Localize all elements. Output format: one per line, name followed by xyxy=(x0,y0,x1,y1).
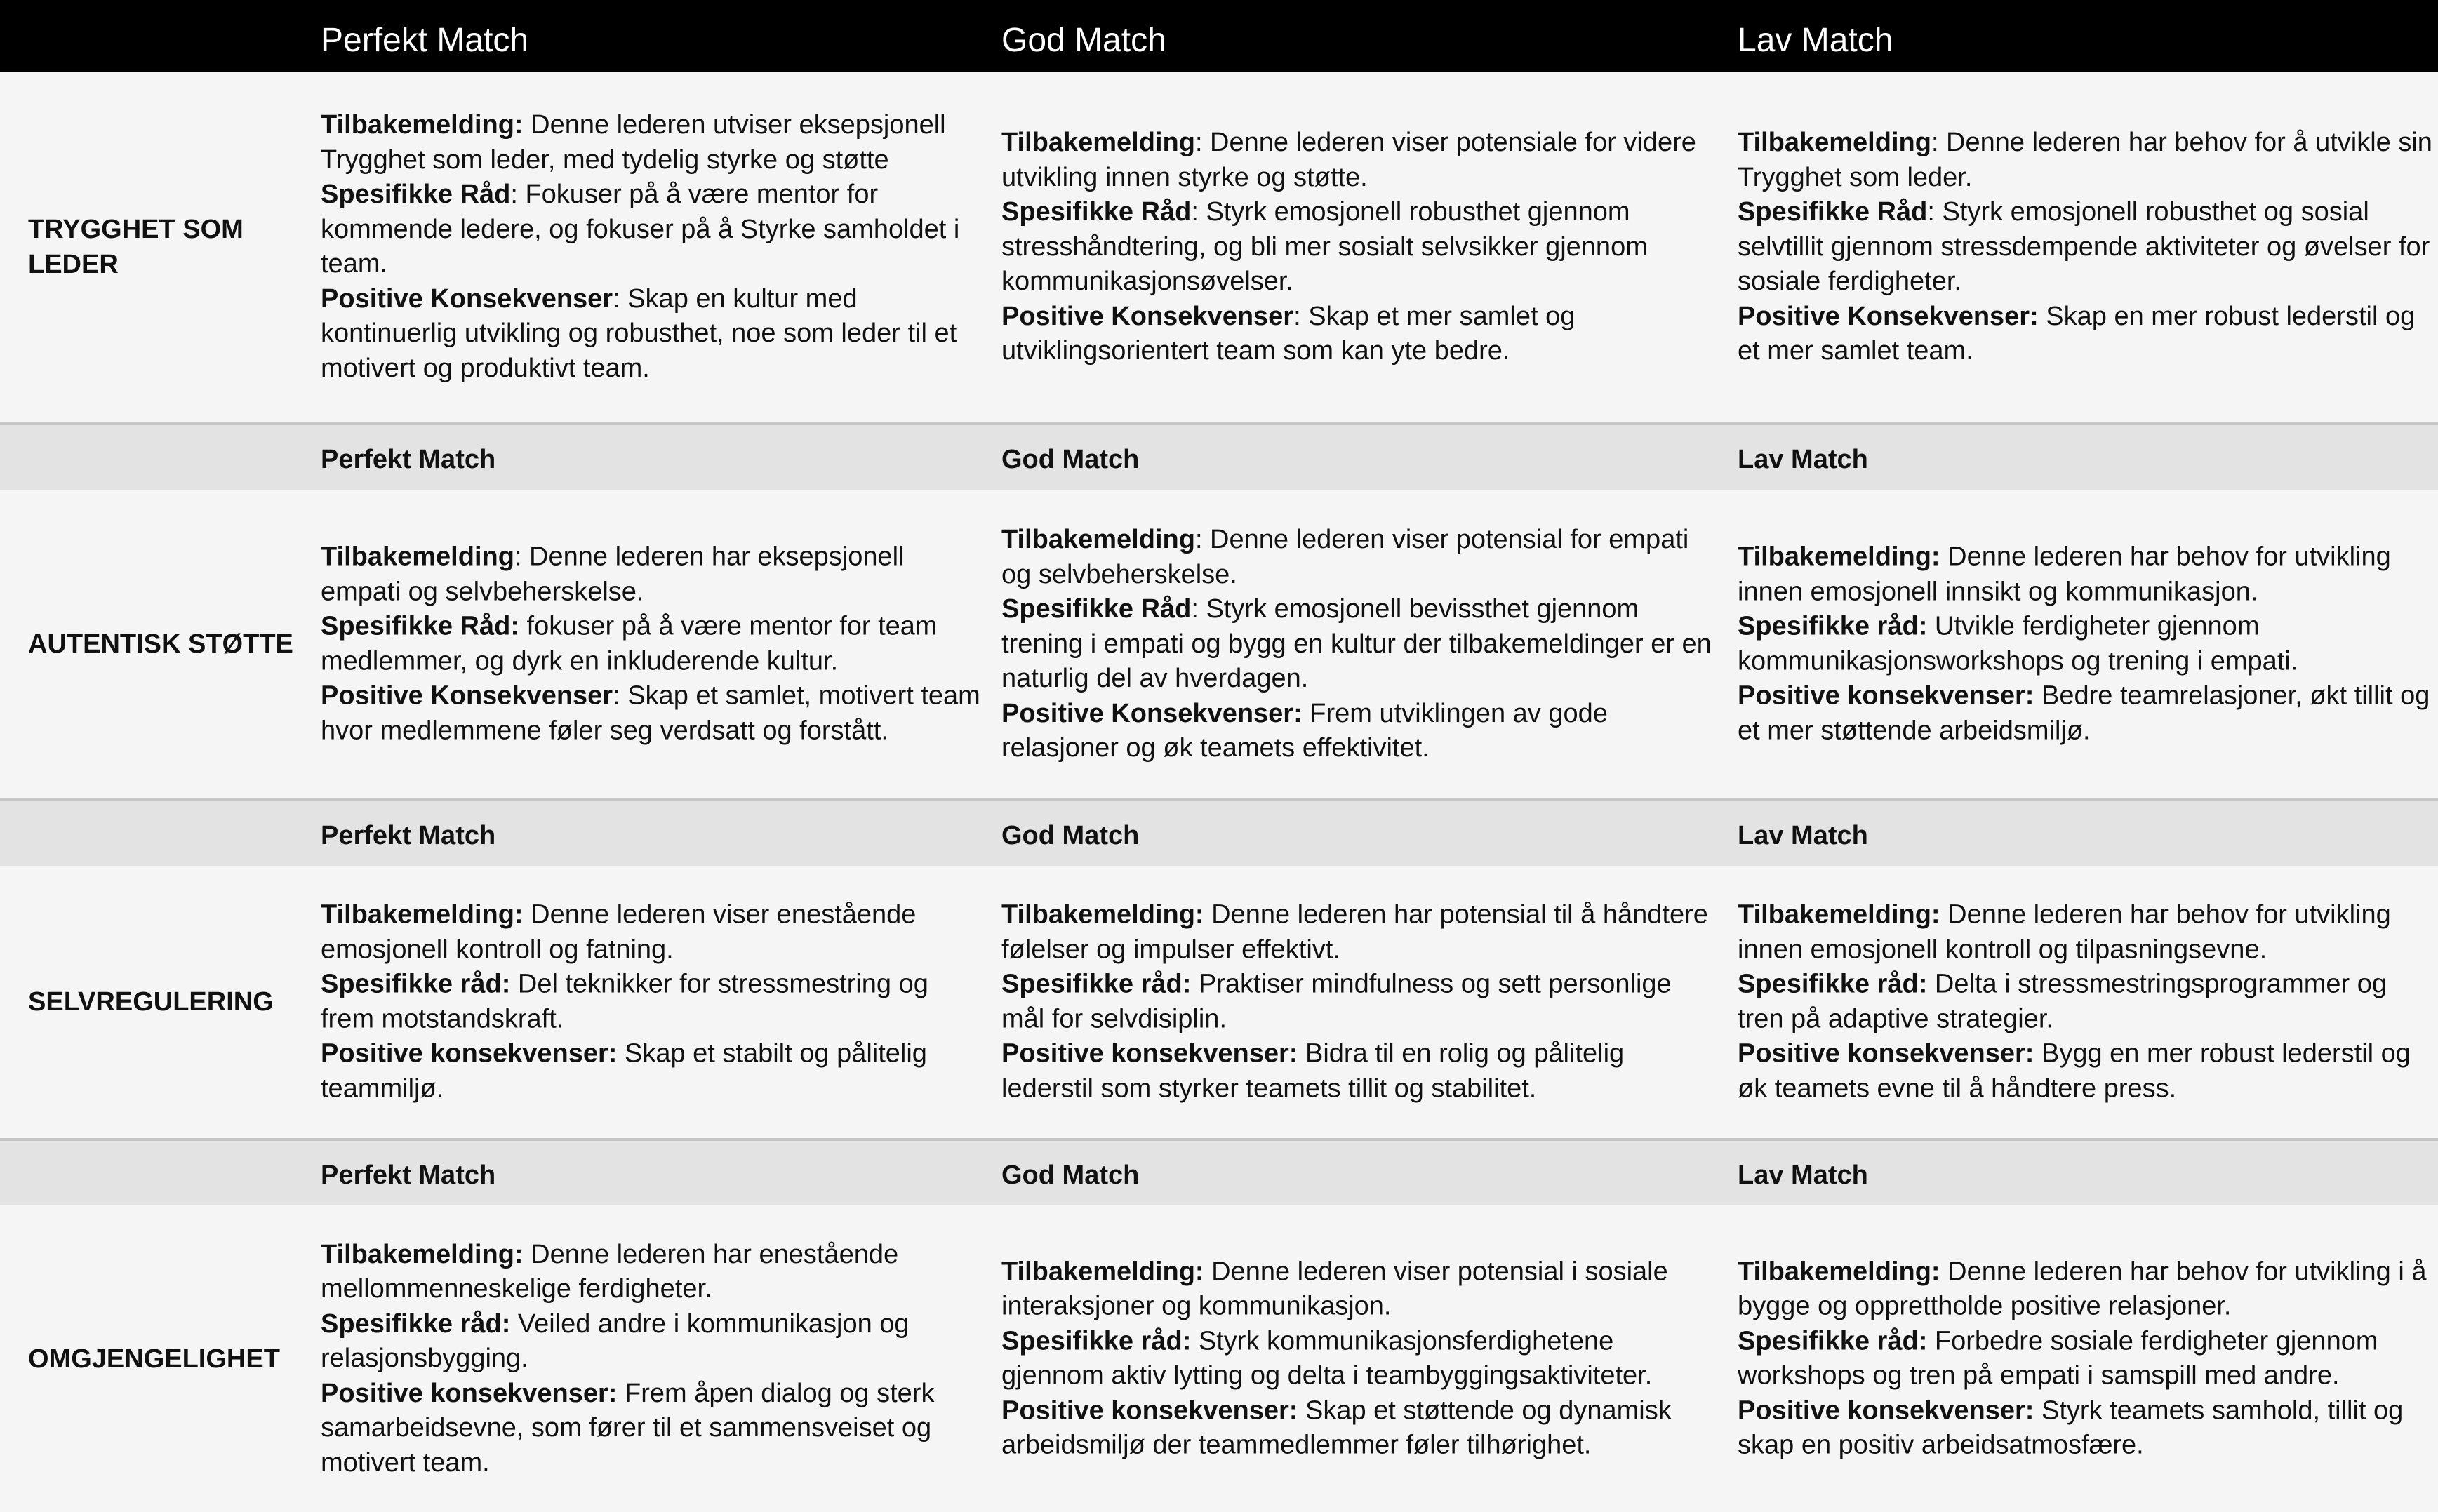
key-tilbakemelding: Tilbakemelding xyxy=(321,542,514,572)
value-tilbakemelding: Denne lederen har potensial til å håndtere følelser og impulser effektivt. xyxy=(1001,899,1708,964)
key-tilbakemelding: Tilbakemelding xyxy=(1001,127,1195,157)
cell-lav xyxy=(1738,1255,2432,1463)
cell-lav xyxy=(1738,540,2432,749)
value-tilbakemelding: : Denne lederen viser potensial for empati og selvbeherskelse. xyxy=(1001,524,1689,589)
value-positive-konsekvenser: Skap en mer robust lederstil og et mer samlet team. xyxy=(1738,301,2416,366)
subheader-autentisk xyxy=(0,422,2438,490)
value-spesifikke-rad: Del teknikker for stressmestring og frem motstandskraft. xyxy=(321,969,928,1033)
value-tilbakemelding: : Denne lederen har eksepsjonell empati og selvbeherskelse. xyxy=(321,542,905,606)
value-positive-konsekvenser: : Skap et samlet, motivert team hvor medlemmene føler seg verdsatt og forstått. xyxy=(321,681,980,745)
value-positive-konsekvenser: Styrk teamets samhold, tillit og skap en positiv arbeidsatmosfære. xyxy=(1738,1396,2404,1460)
value-tilbakemelding: Denne lederen viser enestående emosjonell kontroll og fatning. xyxy=(321,899,917,964)
row-label: AUTENTISK STØTTE xyxy=(28,629,293,659)
header-perfekt-match: Perfekt Match xyxy=(321,22,529,59)
key-spesifikke-rad: Spesifikke råd: xyxy=(1738,611,1928,641)
value-tilbakemelding: : Denne lederen har behov for å utvikle sin Trygghet som leder. xyxy=(1738,127,2432,192)
key-positive-konsekvenser: Positive konsekvenser: xyxy=(1001,1396,1298,1425)
key-spesifikke-rad: Spesifikke råd: xyxy=(1001,1326,1192,1356)
header-god-match: God Match xyxy=(1001,22,1166,59)
section-autentisk-stotte xyxy=(0,490,2438,798)
subheader-lav-match: Lav Match xyxy=(1738,1160,1868,1190)
value-spesifikke-rad: Forbedre sosiale ferdigheter gjennom workshops og tren på empati i samspill med andre. xyxy=(1738,1326,2378,1391)
cell-perfekt xyxy=(321,1237,980,1480)
value-spesifikke-rad: : Styrk emosjonell bevissthet gjennom trening i empati og bygg en kultur der tilbakemeldinger er en naturlig del av hverdagen. xyxy=(1001,594,1712,693)
table-header xyxy=(0,0,2438,72)
key-tilbakemelding: Tilbakemelding: xyxy=(321,899,524,930)
key-spesifikke-rad: Spesifikke Råd xyxy=(321,180,511,209)
value-spesifikke-rad: : Styrk emosjonell robusthet og sosial selvtillit gjennom stressdempende aktiviteter og øvelser for sosiale ferdigheter. xyxy=(1738,196,2430,296)
value-tilbakemelding: Denne lederen har behov for utvikling innen emosjonell kontroll og tilpasningsevne. xyxy=(1738,899,2391,964)
value-spesifikke-rad: Delta i stressmestringsprogrammer og tren på adaptive strategier. xyxy=(1738,969,2387,1033)
value-spesifikke-rad: Styrk kommunikasjonsferdighetene gjennom aktiv lytting og delta i teambyggingsaktiviteter. xyxy=(1001,1326,1653,1391)
row-label: TRYGGHET SOM LEDER xyxy=(28,215,244,279)
value-positive-konsekvenser: Bidra til en rolig og pålitelig lederstil som styrker teamets tillit og stabilitet. xyxy=(1001,1038,1625,1103)
value-spesifikke-rad: : Fokuser på å være mentor for kommende ledere, og fokuser på å Styrke samholdet i team. xyxy=(321,180,960,279)
key-tilbakemelding: Tilbakemelding xyxy=(1001,524,1195,554)
subheader-perfekt-match: Perfekt Match xyxy=(321,821,496,850)
key-tilbakemelding: Tilbakemelding: xyxy=(1738,1257,1940,1286)
value-positive-konsekvenser: : Skap en kultur med kontinuerlig utvikling og robusthet, noe som leder til et motivert og produktivt team. xyxy=(321,283,957,383)
value-tilbakemelding: Denne lederen har behov for utvikling innen emosjonell innsikt og kommunikasjon. xyxy=(1738,542,2391,606)
cell-perfekt xyxy=(321,108,980,386)
cell-god xyxy=(1001,126,1717,369)
key-positive-konsekvenser: Positive Konsekvenser xyxy=(1001,301,1294,331)
key-spesifikke-rad: Spesifikke Råd xyxy=(1001,196,1192,227)
section-selvregulering xyxy=(0,866,2438,1138)
row-label: OMGJENGELIGHET xyxy=(28,1344,280,1374)
key-positive-konsekvenser: Positive konsekvenser: xyxy=(1001,1038,1298,1069)
subheader-god-match: God Match xyxy=(1001,445,1140,474)
key-positive-konsekvenser: Positive konsekvenser: xyxy=(321,1378,618,1408)
value-spesifikke-rad: : Styrk emosjonell robusthet gjennom stresshåndtering, og bli mer sosialt selvsikker gjennom kommunikasjonsøvelser. xyxy=(1001,196,1648,296)
value-positive-konsekvenser: Skap et støttende og dynamisk arbeidsmiljø der teammedlemmer føler tilhørighet. xyxy=(1001,1396,1672,1460)
key-tilbakemelding: Tilbakemelding: xyxy=(1738,899,1940,930)
subheader-god-match: God Match xyxy=(1001,821,1140,850)
header-lav-match: Lav Match xyxy=(1738,22,1893,59)
value-positive-konsekvenser: Bedre teamrelasjoner, økt tillit og et mer støttende arbeidsmiljø. xyxy=(1738,681,2430,745)
value-tilbakemelding: Denne lederen utviser eksepsjonell Trygghet som leder, med tydelig styrke og støtte xyxy=(321,110,946,175)
value-positive-konsekvenser: : Skap et mer samlet og utviklingsorientert team som kan yte bedre. xyxy=(1001,301,1576,366)
value-spesifikke-rad: Praktiser mindfulness og sett personlige mål for selvdisiplin. xyxy=(1001,969,1672,1033)
value-positive-konsekvenser: Skap et stabilt og pålitelig teammiljø. xyxy=(321,1038,927,1103)
value-tilbakemelding: Denne lederen har behov for utvikling i å bygge og opprettholde positive relasjoner. xyxy=(1738,1257,2427,1321)
section-omgjengelighet xyxy=(0,1205,2438,1512)
value-spesifikke-rad: Utvikle ferdigheter gjennom kommunikasjonsworkshops og trening i empati. xyxy=(1738,611,2298,676)
key-spesifikke-rad: Spesifikke råd: xyxy=(1738,969,1928,999)
value-spesifikke-rad: Veiled andre i kommunikasjon og relasjonsbygging. xyxy=(321,1309,910,1373)
key-positive-konsekvenser: Positive konsekvenser: xyxy=(1738,681,2034,711)
key-tilbakemelding: Tilbakemelding: xyxy=(321,110,524,140)
value-spesifikke-rad: fokuser på å være mentor for team medlemmer, og dyrk en inkluderende kultur. xyxy=(321,611,938,676)
value-tilbakemelding: Denne lederen viser potensial i sosiale interaksjoner og kommunikasjon. xyxy=(1001,1257,1668,1321)
subheader-omgjengelighet xyxy=(0,1138,2438,1205)
key-positive-konsekvenser: Positive konsekvenser: xyxy=(321,1038,618,1069)
key-positive-konsekvenser: Positive Konsekvenser xyxy=(321,283,613,314)
key-tilbakemelding: Tilbakemelding: xyxy=(1738,542,1940,572)
key-positive-konsekvenser: Positive konsekvenser: xyxy=(1738,1396,2034,1425)
key-tilbakemelding: Tilbakemelding: xyxy=(1001,1257,1204,1286)
key-spesifikke-rad: Spesifikke råd: xyxy=(321,969,511,999)
key-positive-konsekvenser: Positive konsekvenser: xyxy=(1738,1038,2034,1069)
value-positive-konsekvenser: Frem åpen dialog og sterk samarbeidsevne, som fører til et sammensveiset og motivert team. xyxy=(321,1378,935,1478)
key-spesifikke-rad: Spesifikke Råd: xyxy=(321,611,519,641)
cell-god xyxy=(1001,1255,1717,1463)
key-positive-konsekvenser: Positive Konsekvenser xyxy=(321,681,613,711)
cell-god xyxy=(1001,523,1717,766)
key-positive-konsekvenser: Positive Konsekvenser: xyxy=(1738,301,2039,331)
row-label: SELVREGULERING xyxy=(28,987,274,1017)
subheader-god-match: God Match xyxy=(1001,1160,1140,1190)
value-tilbakemelding: : Denne lederen viser potensiale for videre utvikling innen styrke og støtte. xyxy=(1001,127,1696,192)
key-tilbakemelding: Tilbakemelding xyxy=(1738,127,1931,157)
cell-lav xyxy=(1738,898,2432,1106)
key-spesifikke-rad: Spesifikke Råd xyxy=(1001,594,1192,624)
subheader-perfekt-match: Perfekt Match xyxy=(321,445,496,474)
key-spesifikke-rad: Spesifikke Råd xyxy=(1738,196,1928,227)
key-positive-konsekvenser: Positive Konsekvenser: xyxy=(1001,698,1303,728)
key-tilbakemelding: Tilbakemelding: xyxy=(1001,899,1204,930)
cell-perfekt xyxy=(321,898,980,1106)
section-trygghet xyxy=(0,72,2438,422)
subheader-perfekt-match: Perfekt Match xyxy=(321,1160,496,1190)
cell-lav xyxy=(1738,126,2432,369)
value-positive-konsekvenser: Bygg en mer robust lederstil og øk teamets evne til å håndtere press. xyxy=(1738,1038,2411,1103)
key-spesifikke-rad: Spesifikke råd: xyxy=(1738,1326,1928,1356)
value-tilbakemelding: Denne lederen har enestående mellommenneskelige ferdigheter. xyxy=(321,1239,899,1304)
key-tilbakemelding: Tilbakemelding: xyxy=(321,1239,524,1269)
subheader-lav-match: Lav Match xyxy=(1738,445,1868,474)
cell-god xyxy=(1001,898,1717,1106)
key-spesifikke-rad: Spesifikke råd: xyxy=(1001,969,1192,999)
subheader-selvregulering xyxy=(0,798,2438,866)
value-positive-konsekvenser: Frem utviklingen av gode relasjoner og øk teamets effektivitet. xyxy=(1001,698,1608,763)
subheader-lav-match: Lav Match xyxy=(1738,821,1868,850)
key-spesifikke-rad: Spesifikke råd: xyxy=(321,1309,511,1339)
cell-perfekt xyxy=(321,540,980,749)
